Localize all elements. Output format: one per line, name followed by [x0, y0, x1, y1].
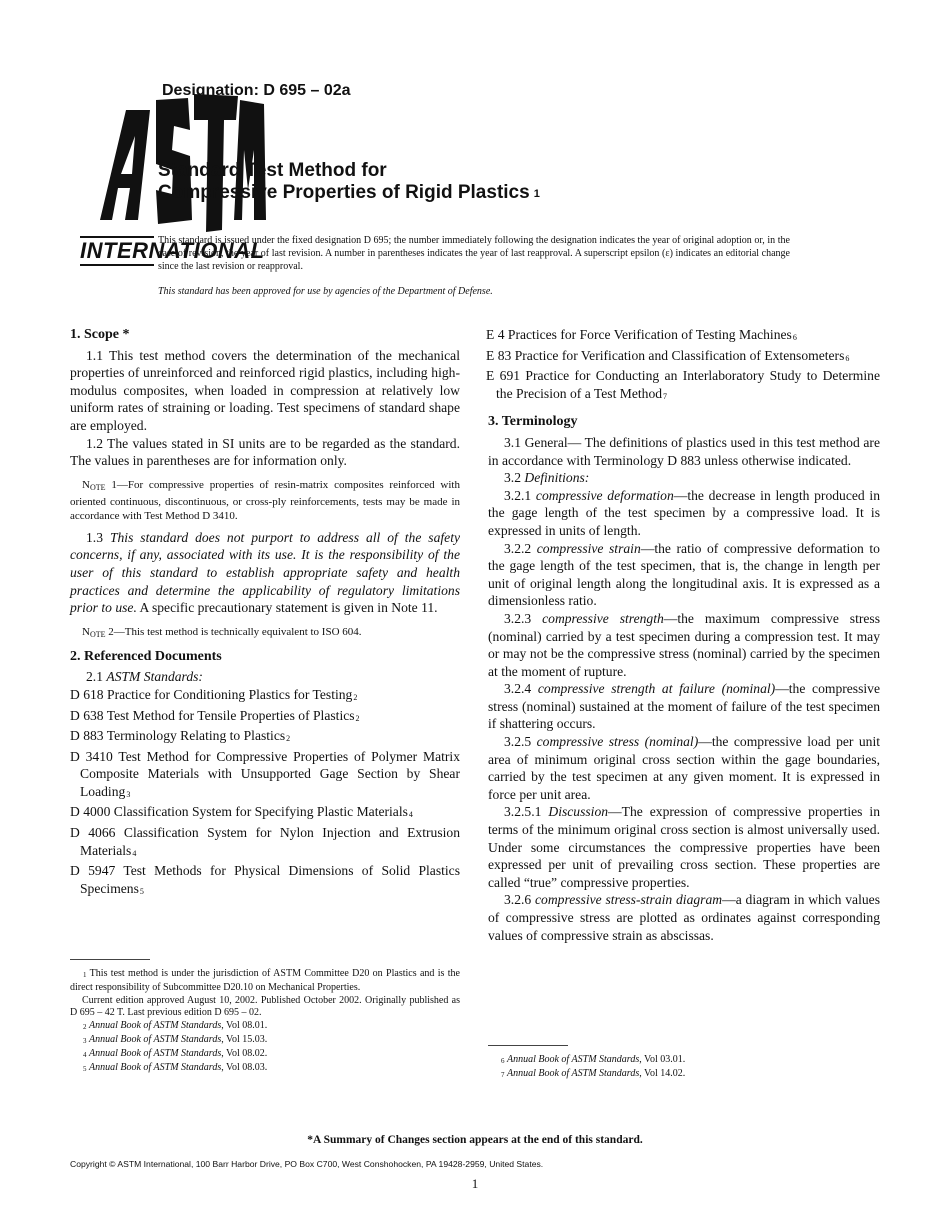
logo-rule-bottom [80, 264, 154, 266]
ref-d3410: D 3410 Test Method for Compressive Properties of Polymer Matrix Composite Materials with Unsupported Gage Section by Shear Loading$^3$ [70, 748, 460, 799]
paragraph-1-1: 1.1 This test method covers the determination of the mechanical properties of unreinforced and reinforced rigid plastics, including high-modulus composites, when loaded in compression at relatively low uniform rates of straining or loading. Test specimens of standard shape are employed. [70, 347, 460, 433]
logo-wordmark: INTERNATIONAL [80, 238, 265, 263]
definition-3-2-6: 3.2.6 compressive stress-strain diagram—a diagram in which values of compressive stress are plotted as ordinates against corresponding values of compressive strain as abscissas. [488, 892, 880, 943]
footnote-rule-right [488, 1045, 568, 1046]
footnote-4: $^4$ Annual Book of ASTM Standards, Vol 08.02. [83, 1047, 268, 1059]
paragraph-1-2: 1.2 The values stated in SI units are to be regarded as the standard. The values in parentheses are for information only. [70, 435, 460, 469]
ref-d638: D 638 Test Method for Tensile Properties of Plastics$^2$ [70, 707, 360, 723]
paragraph-3-1: 3.1 General— The definitions of plastics used in this test method are in accordance with Terminology D 883 unless otherwise indicated. [488, 434, 880, 468]
terminology-heading: 3. Terminology [488, 414, 578, 430]
footnote-6: $^6$ Annual Book of ASTM Standards, Vol 03.01. [501, 1054, 686, 1065]
page-number: 1 [471, 1176, 479, 1191]
note-1: NOTE 1—For compressive properties of resin-matrix composites reinforced with oriented continuous, discontinuous, or cross-ply reinforcements, tests may be made in accordance with Test Method D 3410. [70, 478, 460, 522]
paragraph-3-2: 3.2 Definitions: [504, 470, 590, 486]
definition-3-2-4: 3.2.4 compressive strength at failure (nominal)—the compressive stress (nominal) sustained at the moment of failure of the test specimen if shattering occurs. [488, 681, 880, 732]
ref-d4066: D 4066 Classification System for Nylon Injection and Extrusion Materials$^4$ [70, 825, 460, 858]
summary-of-changes-notice: *A Summary of Changes section appears at the end of this standard. [307, 1134, 643, 1146]
definition-3-2-5-1: 3.2.5.1 Discussion—The expression of compressive properties in terms of the minimum original cross section is almost universally used. Under some circumstances the compressive properties have been expressed per unit of prevailing cross section. These properties are called “true” compressive properties. [488, 804, 881, 890]
ref-d5947: D 5947 Test Methods for Physical Dimensions of Solid Plastics Specimens$^5$ [70, 863, 460, 896]
ref-d618: D 618 Practice for Conditioning Plastics for Testing$^2$ [70, 686, 358, 702]
footnote-7: $^7$ Annual Book of ASTM Standards, Vol 14.02. [501, 1067, 686, 1079]
note-2: NOTE 2—This test method is technically equivalent to ISO 604. [82, 625, 362, 639]
footnotes-left [70, 968, 460, 1075]
footnote-5: $^5$ Annual Book of ASTM Standards, Vol 08.03. [83, 1061, 268, 1073]
paragraph-1-3: 1.3 This standard does not purport to address all of the safety concerns, if any, associated with its use. It is the responsibility of the user of this standard to establish appropriate safety and health practices and determine the applicability of regulatory limitations prior to use. A specific precautionary statement is given in Note 11. [70, 529, 461, 616]
title-footnote-ref: 1 [533, 188, 540, 200]
definition-3-2-2: 3.2.2 compressive strain—the ratio of compressive deformation to the gage length of the test specimen, that is, the change in length per unit of original length along the longitudinal axis. It is expressed as a dimensionless ratio. [488, 540, 880, 609]
ref-e83: E 83 Practice for Verification and Classification of Extensometers$^6$ [486, 347, 850, 363]
ref-e691: E 691 Practice for Conducting an Interlaboratory Study to Determine the Precision of a Test Method$^7$ [486, 368, 880, 401]
footnote-1-edition: Current edition approved August 10, 2002. Published October 2002. Originally published as D 695 – 42 T. Last previous edition D 695 – 02. [70, 994, 460, 1019]
ref-e4: E 4 Practices for Force Verification of Testing Machines$^6$ [486, 327, 797, 342]
astm-standards-label: 2.1 ASTM Standards: [86, 669, 203, 685]
footnote-rule-left [70, 959, 150, 960]
copyright-line: Copyright © ASTM International, 100 Barr Harbor Drive, PO Box C700, West Conshohocken, PA 19428-2959, United States. [70, 1159, 544, 1169]
footnotes-right [488, 1054, 880, 1082]
left-column [70, 326, 460, 900]
footnote-1: $^1$ This test method is under the jurisdiction of ASTM Committee D20 on Plastics and is the direct responsibility of Subcommittee D20.10 on Mechanical Properties. [70, 968, 460, 993]
designation: Designation: D 695 – 02a [162, 82, 351, 99]
right-column [488, 326, 880, 944]
title-line-1: Standard Test Method for [158, 160, 387, 181]
title-line-2: Compressive Properties of Rigid Plastics $^1$ [158, 182, 540, 203]
footnote-3: $^3$ Annual Book of ASTM Standards, Vol 15.03. [83, 1033, 268, 1045]
ref-d4000: D 4000 Classification System for Specifying Plastic Materials$^4$ [70, 804, 413, 820]
ref-d883: D 883 Terminology Relating to Plastics$^2$ [70, 728, 291, 744]
definition-3-2-1: 3.2.1 compressive deformation—the decrease in length produced in the gage length of the test specimen by a compressive load. It is expressed in units of length. [488, 487, 880, 538]
footnote-2: $^2$ Annual Book of ASTM Standards, Vol 08.01. [83, 1020, 268, 1032]
approval-notice: This standard has been approved for use by agencies of the Department of Defense. [158, 286, 493, 297]
document-title [158, 160, 540, 205]
scope-heading: 1. Scope * [70, 327, 130, 342]
issued-notice: This standard is issued under the fixed designation D 695; the number immediately following the designation indicates the year of original adoption or, in the case of revision, the year of last revision. A number in parentheses indicates the year of last reapproval. A superscript epsilon (ε) indicates an editorial change since the last revision or reapproval. [158, 235, 790, 272]
referenced-documents-heading: 2. Referenced Documents [70, 648, 222, 664]
definition-3-2-5: 3.2.5 compressive stress (nominal)—the compressive load per unit area of minimum original cross section within the gage boundaries, carried by the test specimen at any given moment. It is expressed in force per unit area. [488, 734, 881, 802]
definition-3-2-3: 3.2.3 compressive strength—the maximum compressive stress (nominal) carried by a test specimen during a compression test. It may or may not be the compressive stress (nominal) carried by the specimen at the moment of rupture. [488, 610, 880, 679]
